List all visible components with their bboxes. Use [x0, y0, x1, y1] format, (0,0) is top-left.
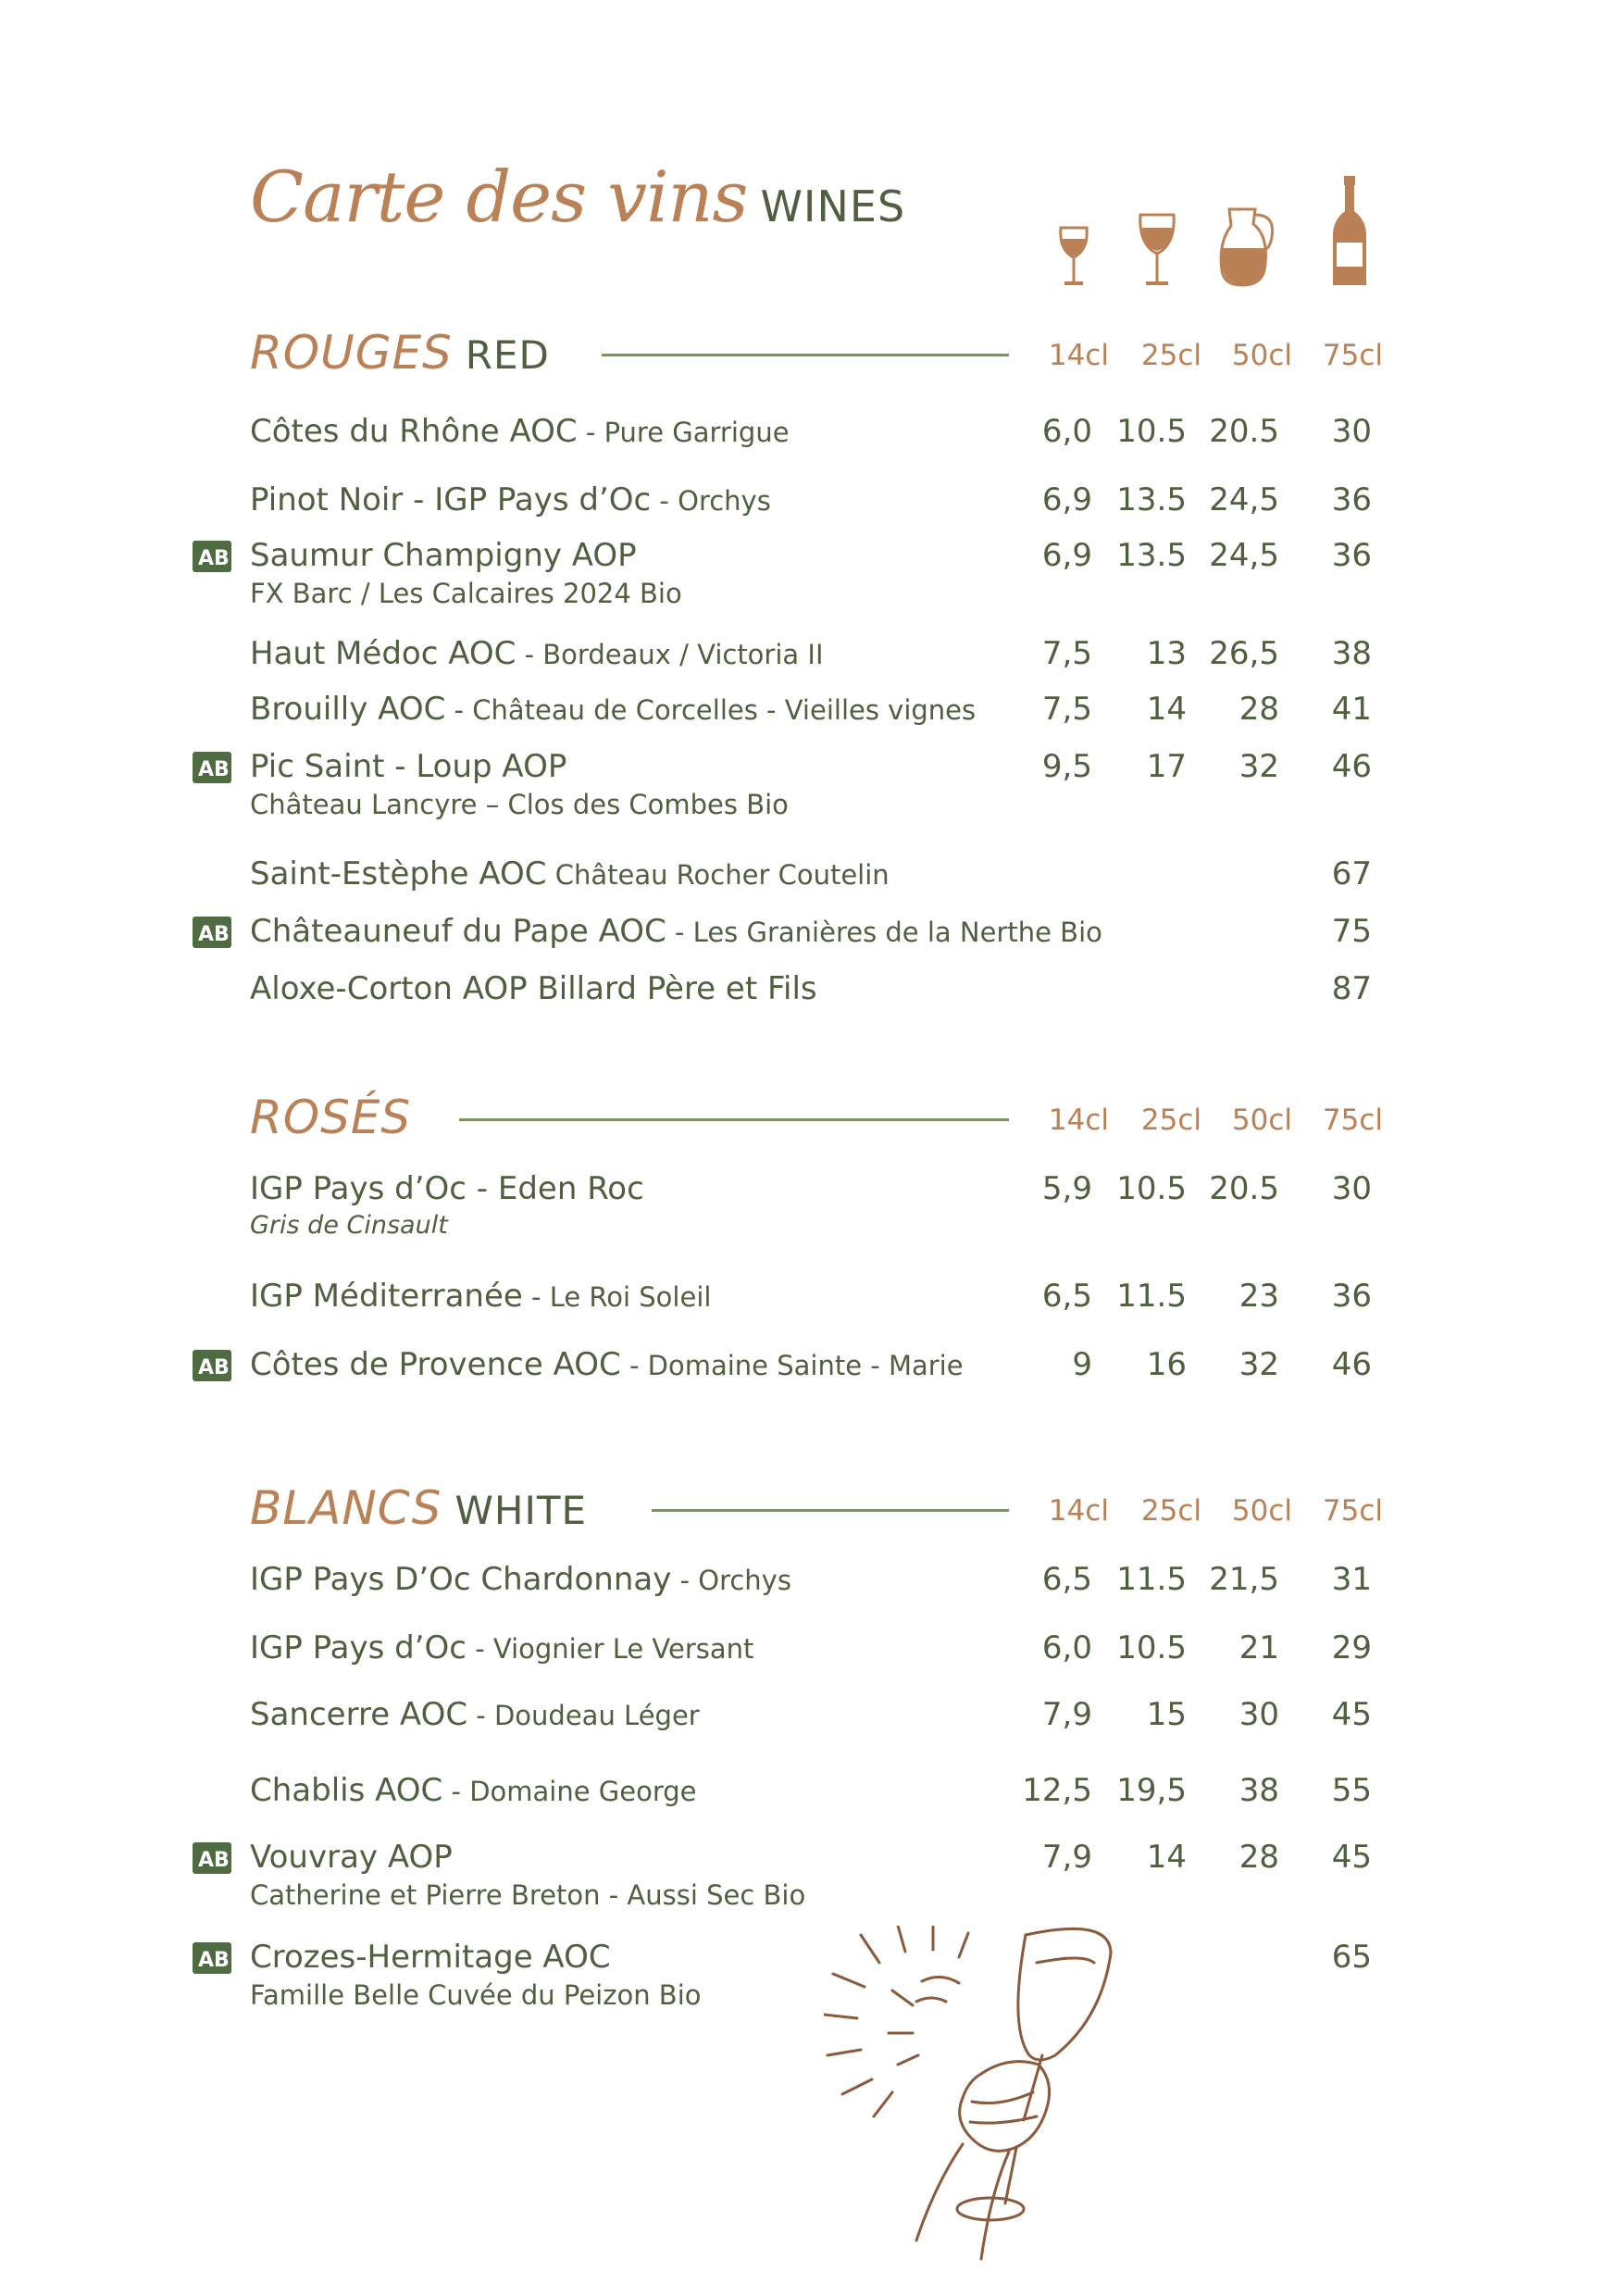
wine-name — [250, 1839, 453, 1876]
wine-appellation: Brouilly AOC — [250, 691, 446, 728]
price-50cl: 23 — [1238, 1278, 1279, 1315]
price-75cl: 46 — [1331, 1346, 1372, 1383]
price-14cl: 9 — [1072, 1346, 1092, 1383]
section-rule — [459, 1118, 1009, 1121]
col-header-50cl: 50cl — [1231, 1104, 1292, 1137]
price-50cl: 28 — [1238, 691, 1279, 728]
price-14cl: 6,9 — [1041, 481, 1092, 518]
wine-glass-14cl-icon — [1057, 226, 1090, 287]
section-title-blancs: BLANCS WHITE — [250, 1481, 588, 1535]
price-25cl: 10.5 — [1116, 413, 1187, 450]
price-75cl: 30 — [1331, 413, 1372, 450]
price-75cl: 31 — [1331, 1561, 1372, 1598]
price-50cl: 24,5 — [1209, 481, 1279, 518]
wine-appellation: IGP Méditerranée — [250, 1278, 523, 1315]
price-50cl: 21,5 — [1209, 1561, 1279, 1598]
price-50cl: 24,5 — [1209, 537, 1279, 574]
col-header-75cl: 75cl — [1322, 339, 1383, 372]
section-header-roses — [250, 1091, 1388, 1155]
section-title-red: RED — [465, 332, 550, 378]
organic-ab-badge-icon — [193, 1842, 231, 1874]
wine-subtitle: Château Lancyre – Clos des Combes Bio — [250, 789, 789, 820]
section-title-rouges: ROUGES RED — [250, 326, 550, 380]
price-50cl: 28 — [1238, 1839, 1279, 1876]
price-75cl: 30 — [1331, 1170, 1372, 1207]
wine-appellation: Crozes-Hermitage AOC — [250, 1939, 611, 1976]
wine-row — [0, 1696, 1618, 1770]
wine-name — [250, 1561, 791, 1598]
price-50cl: 30 — [1238, 1696, 1279, 1733]
wine-subtitle: Catherine et Pierre Breton - Aussi Sec Bio — [250, 1879, 806, 1911]
price-14cl: 9,5 — [1041, 748, 1092, 785]
price-75cl: 36 — [1331, 537, 1372, 574]
price-75cl: 36 — [1331, 1278, 1372, 1315]
wine-appellation: Châteauneuf du Pape AOC — [250, 913, 666, 950]
price-75cl: 46 — [1331, 748, 1372, 785]
price-25cl: 14 — [1146, 691, 1187, 728]
section-header-rouges — [250, 326, 1388, 391]
wine-row — [0, 1939, 1618, 2013]
section-header-blancs — [250, 1481, 1388, 1546]
wine-appellation: Vouvray AOP — [250, 1839, 453, 1876]
wine-name — [250, 537, 637, 574]
wine-name — [250, 1696, 700, 1733]
wine-appellation: Côtes du Rhône AOC — [250, 413, 578, 450]
price-75cl: 29 — [1331, 1629, 1372, 1666]
price-14cl: 7,5 — [1041, 691, 1092, 728]
price-75cl: 55 — [1331, 1772, 1372, 1809]
price-75cl: 36 — [1331, 481, 1372, 518]
section-title-white: WHITE — [454, 1488, 588, 1533]
wine-subtitle: Famille Belle Cuvée du Peizon Bio — [250, 1979, 702, 2011]
price-25cl: 19,5 — [1116, 1772, 1187, 1809]
price-75cl: 45 — [1331, 1696, 1372, 1733]
wine-name — [250, 413, 790, 450]
section-title-roses: ROSÉS — [250, 1091, 412, 1144]
price-25cl: 11.5 — [1116, 1561, 1187, 1598]
price-75cl: 87 — [1331, 970, 1372, 1007]
price-25cl: 10.5 — [1116, 1170, 1187, 1207]
col-header-50cl: 50cl — [1231, 339, 1292, 372]
price-50cl: 26,5 — [1209, 635, 1279, 672]
svg-text:AB: AB — [198, 1949, 230, 1972]
wine-producer: - Les Granières de la Nerthe Bio — [666, 917, 1102, 948]
svg-text:AB: AB — [198, 1356, 230, 1379]
price-14cl: 6,9 — [1041, 537, 1092, 574]
wine-name — [250, 1170, 644, 1207]
price-75cl: 45 — [1331, 1839, 1372, 1876]
price-25cl: 13.5 — [1116, 481, 1187, 518]
wine-row — [0, 1839, 1618, 1913]
wine-name — [250, 1346, 964, 1383]
price-50cl: 21 — [1238, 1629, 1279, 1666]
wine-name — [250, 970, 817, 1007]
col-header-75cl: 75cl — [1322, 1494, 1383, 1528]
wine-producer: - Orchys — [671, 1565, 791, 1596]
title-script: Carte des vins — [250, 156, 748, 238]
wine-producer: - Viognier Le Versant — [466, 1633, 754, 1665]
price-75cl: 75 — [1331, 913, 1372, 950]
wine-appellation: IGP Pays d’Oc - Eden Roc — [250, 1170, 644, 1207]
col-header-25cl: 25cl — [1140, 1494, 1201, 1528]
col-header-14cl: 14cl — [1048, 1104, 1109, 1137]
carafe-50cl-icon — [1218, 206, 1277, 289]
col-header-25cl: 25cl — [1140, 339, 1201, 372]
bottle-75cl-icon — [1331, 174, 1368, 289]
wine-row — [0, 1561, 1618, 1635]
wine-appellation: Sancerre AOC — [250, 1696, 468, 1733]
wine-producer: Château Rocher Coutelin — [546, 859, 890, 891]
price-25cl: 10.5 — [1116, 1629, 1187, 1666]
col-header-14cl: 14cl — [1048, 1494, 1109, 1528]
price-75cl: 38 — [1331, 635, 1372, 672]
price-14cl: 7,9 — [1041, 1839, 1092, 1876]
wine-appellation: Pic Saint - Loup AOP — [250, 748, 567, 785]
wine-name — [250, 691, 976, 728]
svg-text:AB: AB — [198, 547, 230, 570]
price-25cl: 11.5 — [1116, 1278, 1187, 1315]
title-english: WINES — [760, 181, 906, 231]
wine-row — [0, 970, 1618, 1044]
wine-appellation: Chablis AOC — [250, 1772, 443, 1809]
price-50cl: 20.5 — [1209, 1170, 1279, 1207]
wine-row — [0, 1772, 1618, 1846]
svg-text:AB: AB — [198, 1849, 230, 1872]
wine-appellation: Haut Médoc AOC — [250, 635, 517, 672]
toasting-hand-wine-glass-illustration — [824, 1926, 1129, 2277]
wine-name — [250, 1629, 753, 1666]
price-75cl: 41 — [1331, 691, 1372, 728]
wine-row — [0, 1170, 1618, 1244]
price-50cl: 32 — [1238, 1346, 1279, 1383]
wine-name — [250, 913, 1102, 950]
wine-producer: - Doudeau Léger — [467, 1700, 700, 1731]
price-25cl: 15 — [1146, 1696, 1187, 1733]
wine-producer: - Pure Garrigue — [577, 417, 790, 448]
wine-producer: - Domaine Sainte - Marie — [620, 1350, 964, 1381]
organic-ab-badge-icon — [193, 1942, 231, 1974]
wine-row — [0, 1629, 1618, 1703]
organic-ab-badge-icon — [193, 1350, 231, 1381]
price-75cl: 67 — [1331, 855, 1372, 892]
wine-appellation: Côtes de Provence AOC — [250, 1346, 621, 1383]
wine-glass-25cl-icon — [1137, 213, 1177, 287]
wine-appellation: Saint-Estèphe AOC — [250, 855, 547, 892]
wine-producer: - Bordeaux / Victoria II — [516, 639, 824, 670]
col-header-75cl: 75cl — [1322, 1104, 1383, 1137]
price-14cl: 6,0 — [1041, 413, 1092, 450]
svg-text:AB: AB — [198, 923, 230, 946]
section-rule — [652, 1509, 1009, 1512]
price-14cl: 6,5 — [1041, 1278, 1092, 1315]
price-50cl: 32 — [1238, 748, 1279, 785]
wine-producer: - Château de Corcelles - Vieilles vignes — [445, 694, 977, 726]
wine-appellation: Pinot Noir - IGP Pays d’Oc — [250, 481, 652, 518]
price-75cl: 65 — [1331, 1939, 1372, 1976]
wine-row — [0, 1278, 1618, 1352]
price-14cl: 5,9 — [1041, 1170, 1092, 1207]
col-header-14cl: 14cl — [1048, 339, 1109, 372]
wine-row — [0, 537, 1618, 611]
price-14cl: 6,0 — [1041, 1629, 1092, 1666]
price-14cl: 7,9 — [1041, 1696, 1092, 1733]
organic-ab-badge-icon — [193, 917, 231, 948]
page-title — [250, 156, 905, 238]
price-25cl: 13.5 — [1116, 537, 1187, 574]
wine-appellation: Aloxe-Corton AOP Billard Père et Fils — [250, 970, 817, 1007]
wine-name — [250, 635, 824, 672]
svg-text:AB: AB — [198, 758, 230, 781]
price-14cl: 7,5 — [1041, 635, 1092, 672]
wine-name — [250, 1939, 611, 1976]
wine-appellation: IGP Pays D’Oc Chardonnay — [250, 1561, 672, 1598]
wine-name — [250, 481, 771, 518]
section-rule — [602, 354, 1009, 356]
organic-ab-badge-icon — [193, 541, 231, 572]
price-14cl: 12,5 — [1022, 1772, 1092, 1809]
price-50cl: 20.5 — [1209, 413, 1279, 450]
wine-producer: - Le Roi Soleil — [522, 1281, 712, 1313]
wine-name — [250, 748, 566, 785]
wine-producer: - Domaine George — [442, 1776, 697, 1807]
price-14cl: 6,5 — [1041, 1561, 1092, 1598]
col-header-25cl: 25cl — [1140, 1104, 1201, 1137]
price-25cl: 17 — [1146, 748, 1187, 785]
wine-row — [0, 1346, 1618, 1420]
wine-name — [250, 1772, 697, 1809]
price-25cl: 13 — [1146, 635, 1187, 672]
wine-producer: - Orchys — [651, 485, 771, 517]
wine-row — [0, 413, 1618, 487]
price-25cl: 16 — [1146, 1346, 1187, 1383]
wine-subtitle: FX Barc / Les Calcaires 2024 Bio — [250, 578, 682, 609]
wine-row — [0, 748, 1618, 822]
wine-subtitle: Gris de Cinsault — [250, 1211, 448, 1240]
price-25cl: 14 — [1146, 1839, 1187, 1876]
wine-appellation: Saumur Champigny AOP — [250, 537, 637, 574]
col-header-50cl: 50cl — [1231, 1494, 1292, 1528]
organic-ab-badge-icon — [193, 752, 231, 783]
price-50cl: 38 — [1238, 1772, 1279, 1809]
wine-name — [250, 855, 890, 892]
wine-name — [250, 1278, 711, 1315]
wine-appellation: IGP Pays d’Oc — [250, 1629, 467, 1666]
